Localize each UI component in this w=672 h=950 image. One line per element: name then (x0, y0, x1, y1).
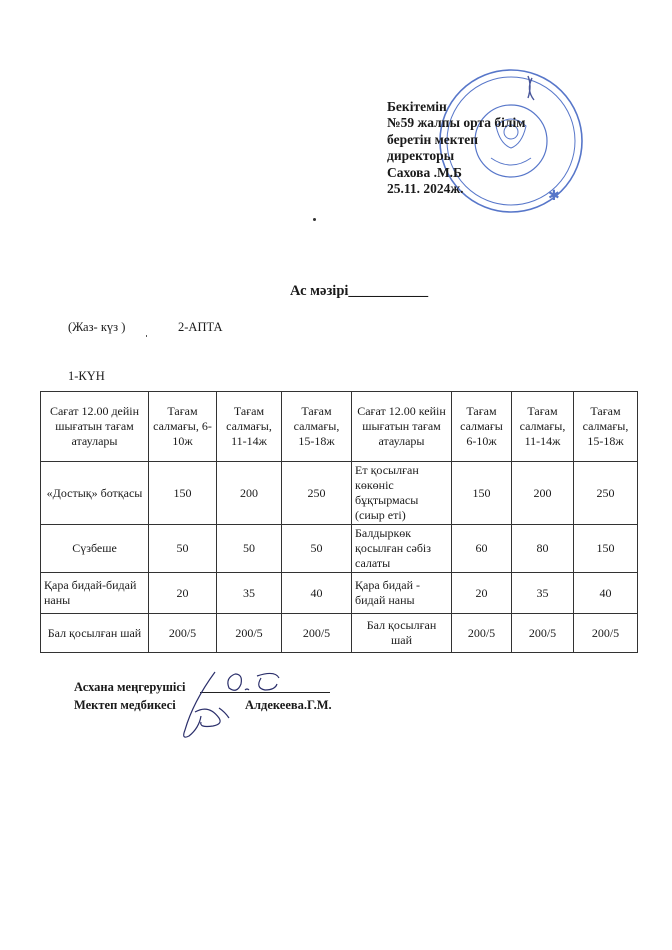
table-header-row (41, 392, 638, 462)
header-cell: Сағат 12.00 кейін шығатын тағам атаулары (352, 392, 452, 462)
table-cell: 35 (217, 573, 282, 614)
table-cell: Бал қосылған шай (352, 614, 452, 653)
table-row (41, 573, 638, 614)
table-cell: 40 (282, 573, 352, 614)
table-cell: 50 (217, 525, 282, 573)
table-cell: 200/5 (282, 614, 352, 653)
table-cell: 40 (574, 573, 638, 614)
day-label: 1-КҮН (68, 369, 105, 383)
table-cell: 250 (282, 462, 352, 525)
table-cell: 60 (452, 525, 512, 573)
page-title: Ас мәзірі___________ (290, 283, 429, 299)
table-cell: 200/5 (149, 614, 217, 653)
table-cell: 200 (512, 462, 574, 525)
table-cell: «Достық» ботқасы (41, 462, 149, 525)
table-cell: 35 (512, 573, 574, 614)
week-label: 2-АПТА (178, 320, 223, 334)
table-cell: 250 (574, 462, 638, 525)
stray-mark (146, 335, 147, 337)
table-cell: 200/5 (452, 614, 512, 653)
table-row (41, 462, 638, 525)
table-cell: 150 (574, 525, 638, 573)
header-cell: Тағам салмағы, 15-18ж (574, 392, 638, 462)
header-cell: Тағам салмағы, 11-14ж (217, 392, 282, 462)
header-cell: Тағам салмағы 6-10ж (452, 392, 512, 462)
table-cell: 200/5 (217, 614, 282, 653)
table-cell: 200/5 (574, 614, 638, 653)
header-cell: Тағам салмағы, 11-14ж (512, 392, 574, 462)
table-cell: 50 (282, 525, 352, 573)
approval-line: №59 жалпы орта білім (387, 115, 526, 131)
table-cell: Қара бидай-бидай наны (41, 573, 149, 614)
table-cell: 150 (149, 462, 217, 525)
approval-date: 25.11. 2024ж. (387, 181, 464, 197)
nurse-label: Мектеп медбикесі (74, 698, 176, 712)
svg-text:✱: ✱ (548, 188, 560, 204)
nurse-name: Алдекеева.Г.М. (245, 698, 332, 712)
table-cell: Балдыркөк қосылған сәбіз салаты (352, 525, 452, 573)
table-cell: Қара бидай - бидай наны (352, 573, 452, 614)
kitchen-head-label: Асхана меңгерушісі (74, 680, 186, 694)
stray-dot (313, 218, 316, 221)
approval-line: Бекітемін (387, 99, 447, 114)
approval-block (387, 99, 647, 197)
header-cell: Тағам салмағы, 6-10ж (149, 392, 217, 462)
table-row (41, 614, 638, 653)
header-cell: Тағам салмағы, 15-18ж (282, 392, 352, 462)
approval-line: беретін мектеп (387, 131, 478, 147)
header-cell: Сағат 12.00 дейін шығатын тағам атаулары (41, 392, 149, 462)
season-label: (Жаз- күз ) (68, 320, 126, 334)
table-cell: 200 (217, 462, 282, 525)
table-cell: 200/5 (512, 614, 574, 653)
approval-line: директоры (387, 148, 455, 164)
table-row (41, 525, 638, 573)
table-cell: 150 (452, 462, 512, 525)
menu-table (40, 391, 638, 653)
table-cell: 80 (512, 525, 574, 573)
table-cell: 20 (149, 573, 217, 614)
table-cell: Бал қосылған шай (41, 614, 149, 653)
table-cell: 20 (452, 573, 512, 614)
approval-director-name: Сахова .М.Б (387, 164, 462, 180)
table-cell: 50 (149, 525, 217, 573)
table-cell: Ет қосылған көкөніс бұқтырмасы (сиыр еті) (352, 462, 452, 525)
handwritten-signature (175, 664, 295, 744)
table-cell: Сүзбеше (41, 525, 149, 573)
